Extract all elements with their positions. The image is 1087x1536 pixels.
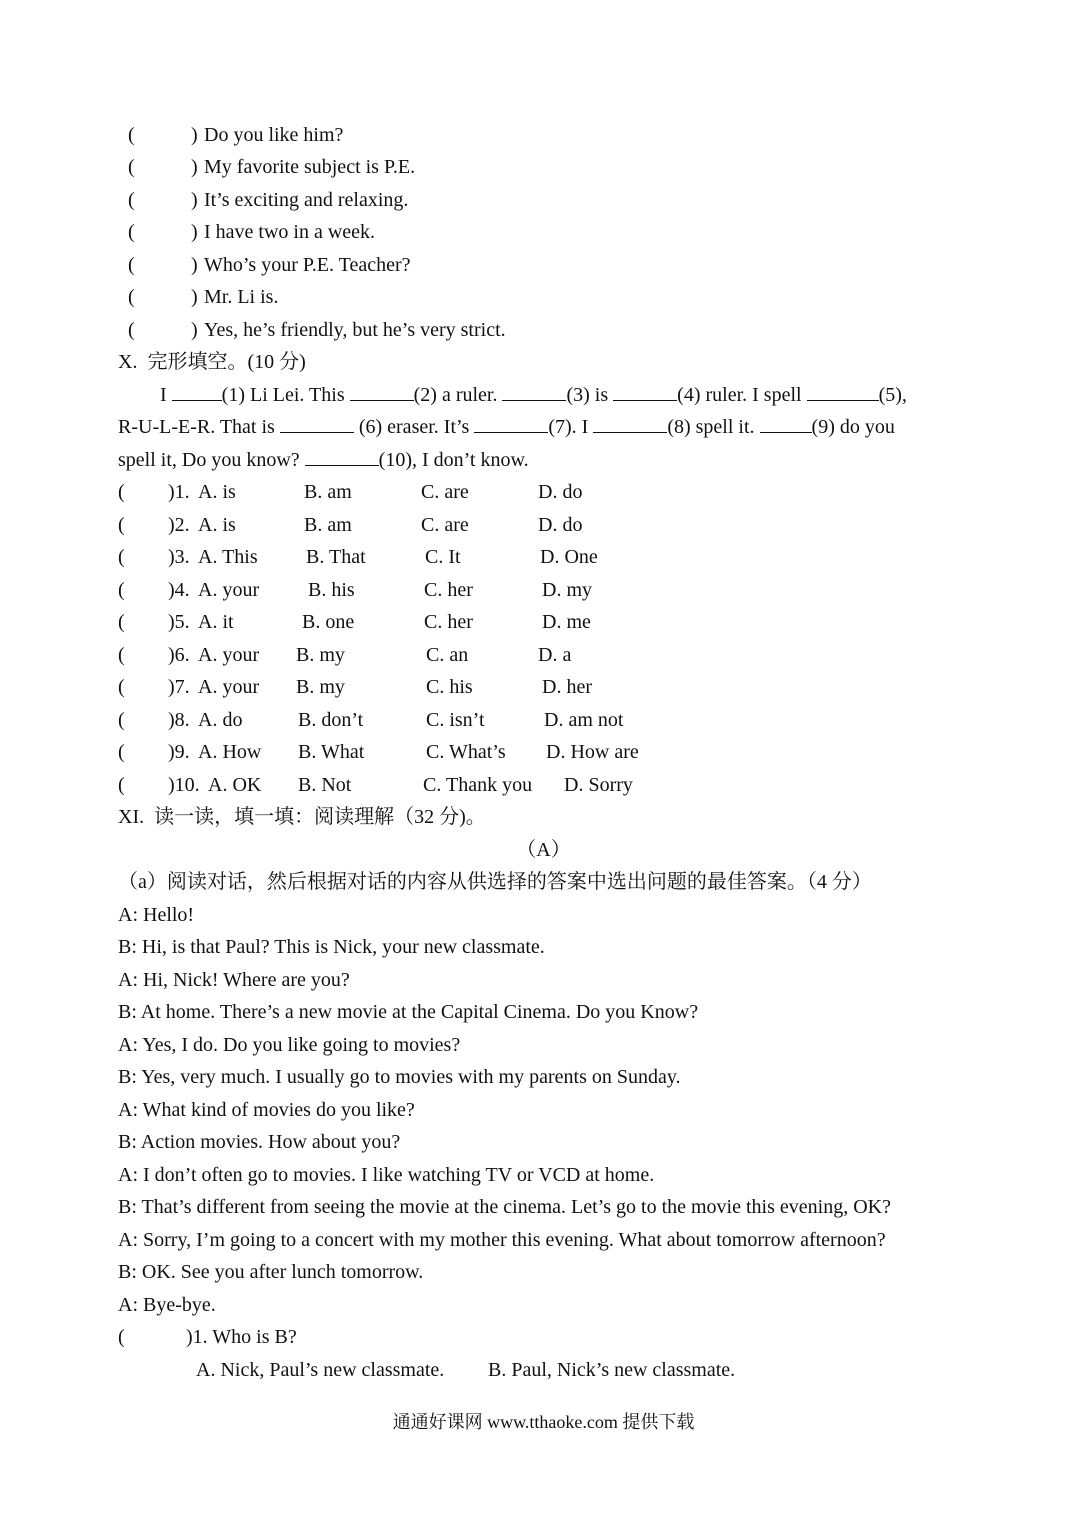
- blank[interactable]: [305, 447, 379, 466]
- blank[interactable]: [760, 414, 812, 433]
- blank[interactable]: [350, 382, 414, 401]
- match-item: ( ) Yes, he’s friendly, but he’s very strict.: [128, 319, 506, 341]
- dialogue-line: B: Hi, is that Paul? This is Nick, your new classmate.: [118, 936, 545, 958]
- dialogue-line: A: Yes, I do. Do you like going to movies?: [118, 1034, 461, 1056]
- blank[interactable]: [280, 414, 354, 433]
- question-1: ( )1. Who is B?: [118, 1326, 297, 1348]
- match-item: ( ) Do you like him?: [128, 124, 344, 146]
- dialogue-line: A: Sorry, I’m going to a concert with my mother this evening. What about tomorrow afternoon?: [118, 1229, 886, 1251]
- match-item: ( ) My favorite subject is P.E.: [128, 156, 416, 178]
- blank[interactable]: [593, 414, 667, 433]
- section-xi-heading: XI. 读一读，填一填：阅读理解（32 分)。: [118, 806, 486, 828]
- dialogue-line: B: That’s different from seeing the movie at the cinema. Let’s go to the movie this evening, OK?: [118, 1196, 891, 1218]
- passage-line-1: I (1) Li Lei. This (2) a ruler. (3) is (4) ruler. I spell (5),: [160, 384, 907, 406]
- blank[interactable]: [474, 414, 548, 433]
- dialogue-line: B: Yes, very much. I usually go to movies with my parents on Sunday.: [118, 1066, 681, 1088]
- instruction: （a）阅读对话，然后根据对话的内容从供选择的答案中选出问题的最佳答案。（4 分）: [118, 871, 872, 893]
- dialogue-line: A: Hi, Nick! Where are you?: [118, 969, 350, 991]
- option-b: B. Paul, Nick’s new classmate.: [488, 1359, 736, 1381]
- match-item: ( ) Who’s your P.E. Teacher?: [128, 254, 411, 276]
- blank[interactable]: [502, 382, 566, 401]
- option-a: A. Nick, Paul’s new classmate.: [196, 1359, 445, 1381]
- dialogue-line: A: What kind of movies do you like?: [118, 1099, 415, 1121]
- question-1-options: [196, 1356, 736, 1384]
- dialogue-line: A: Hello!: [118, 904, 195, 926]
- match-item: ( ) I have two in a week.: [128, 221, 376, 243]
- passage-line-3: spell it, Do you know? (10), I don’t know.: [118, 449, 529, 471]
- match-item: ( ) Mr. Li is.: [128, 286, 279, 308]
- match-item: ( ) It’s exciting and relaxing.: [128, 189, 409, 211]
- section-x-heading: X. 完形填空。(10 分): [118, 351, 306, 373]
- part-label: （A）: [516, 839, 571, 861]
- blank[interactable]: [613, 382, 677, 401]
- blank[interactable]: [172, 382, 222, 401]
- footer: 通通好课网 www.tthaoke.com 提供下载: [392, 1412, 695, 1432]
- dialogue-line: B: Action movies. How about you?: [118, 1131, 401, 1153]
- dialogue-line: A: Bye-bye.: [118, 1294, 216, 1316]
- dialogue-line: A: I don’t often go to movies. I like watching TV or VCD at home.: [118, 1164, 655, 1186]
- dialogue-line: B: At home. There’s a new movie at the Capital Cinema. Do you Know?: [118, 1001, 699, 1023]
- blank[interactable]: [807, 382, 879, 401]
- dialogue-line: B: OK. See you after lunch tomorrow.: [118, 1261, 424, 1283]
- passage-line-2: R-U-L-E-R. That is (6) eraser. It’s (7). I (8) spell it. (9) do you: [118, 416, 895, 438]
